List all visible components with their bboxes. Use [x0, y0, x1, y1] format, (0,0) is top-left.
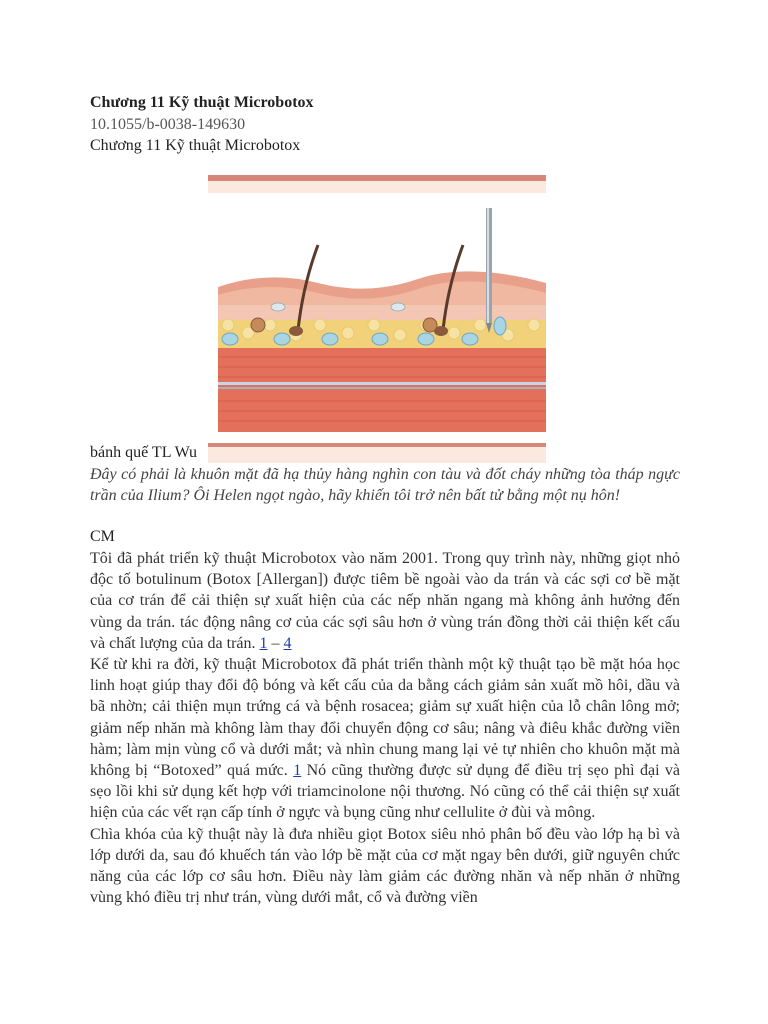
- epigraph-quote: Đây có phải là khuôn mặt đã hạ thủy hàng nghìn con tàu và đốt cháy những tòa tháp ngực trần của Ilium? Ôi Helen ngọt ngào, hãy khiến tôi trở nên bất tử bằng một nụ hôn!: [90, 466, 680, 504]
- top-bar-light: [208, 181, 546, 193]
- skin-layer-illustration: [208, 175, 546, 463]
- page-title: Chương 11 Kỹ thuật Microbotox: [90, 94, 314, 111]
- paragraph-2: Kể từ khi ra đời, kỹ thuật Microbotox đã phát triển thành một kỹ thuật tạo bề mặt hóa học linh hoạt giúp thay đổi độ bóng và kết cấu của da bằng cách giảm sản xuất mồ hôi, dầu và bã nhờn; cải thiện mụn trứng cá và bệnh rosacea; giảm sự xuất hiện của lỗ chân lông mở; giảm nếp nhăn mà không làm thay đổi chuyển động cơ sâu; nâng và điêu khắc đường viền hàm; làm mịn vùng cổ và dưới mắt; và nhìn chung mang lại vẻ tự nhiên cho khuôn mặt mà không bị “Botoxed” quá mức. 1 Nó cũng thường được sử dụng để điều trị sẹo phì đại và sẹo lồi khi sử dụng kết hợp với triamcinolone nội thương. Nó cũng có thể cải thiện sự xuất hiện của các vết rạn cấp tính ở ngực và bụng cũng như cellulite ở đùi và mông.: [90, 656, 681, 822]
- figure-caption: bánh quế TL Wu: [90, 444, 198, 461]
- paragraph-1: Tôi đã phát triển kỹ thuật Microbotox vào năm 2001. Trong quy trình này, những giọt nhỏ độc tố botulinum (Botox [Allergan]) được tiêm bề ngoài vào da trán và các sợi cơ bề mặt của cơ trán để cải thiện sự xuất hiện của các nếp nhăn ngang mà không ảnh hưởng đến vùng da trán. tác động nâng cơ của các sợi sâu hơn ở vùng trán đồng thời cải thiện kết cấu và chất lượng của da trán. 1 – 4: [90, 550, 680, 652]
- fascia-line: [218, 382, 546, 385]
- chapter-subtitle: Chương 11 Kỹ thuật Microbotox: [90, 137, 301, 154]
- epigraph-author: CM: [90, 528, 115, 545]
- body-text: [90, 548, 680, 908]
- reference-link[interactable]: 1: [293, 762, 302, 780]
- paragraph-3: Chìa khóa của kỹ thuật này là đưa nhiều giọt Botox siêu nhỏ phân bố đều vào lớp hạ bì và lớp dưới da, sau đó khuếch tán vào lớp bề mặt của cơ mặt ngay bên dưới, giữ nguyên chức năng của các lớp cơ sâu hơn. Điều này làm giảm các đường nhăn và nếp nhăn ở những vùng khó điều trị như trán, vùng dưới mắt, cổ và đường viền: [90, 825, 680, 907]
- top-bar: [208, 175, 546, 181]
- injection-needle: [486, 208, 492, 333]
- reference-link[interactable]: 1: [259, 634, 268, 652]
- reference-link[interactable]: 4: [283, 634, 292, 652]
- muscle-layer: [218, 348, 546, 432]
- bottom-bar: [208, 443, 546, 447]
- doi-text: 10.1055/b-0038-149630: [90, 116, 246, 133]
